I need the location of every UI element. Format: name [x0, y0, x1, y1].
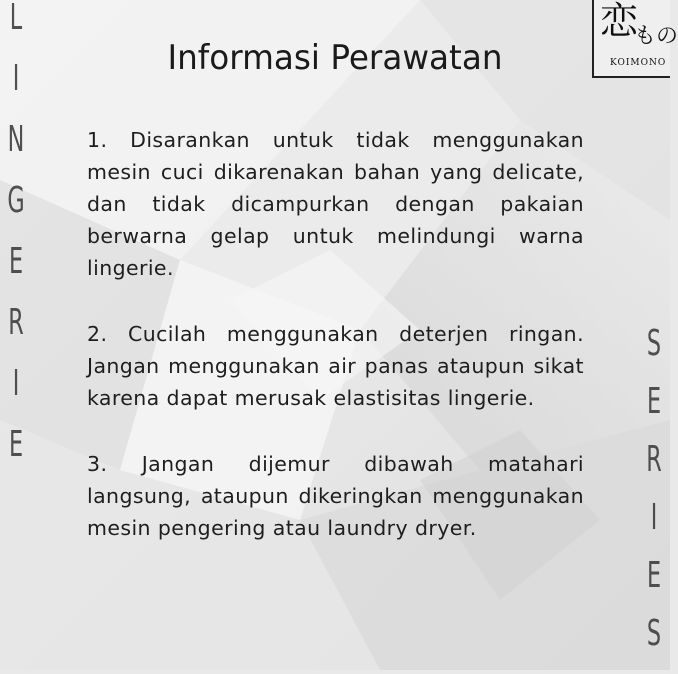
vertical-letter: E [646, 555, 662, 596]
vertical-letter: I [12, 58, 20, 99]
care-item: 2. Cucilah menggunakan deterjen ringan. Jangan menggunakan air panas ataupun sikat karena dapat merusak elastisitas lingerie. [87, 322, 584, 410]
vertical-letter: G [7, 180, 25, 221]
logo-kana: もの [634, 24, 678, 49]
logo-brand-name: KOIMONO [610, 58, 667, 68]
vertical-letter: E [646, 381, 662, 422]
vertical-letter: I [650, 497, 658, 538]
vertical-letter: S [646, 323, 662, 364]
vertical-letter: L [9, 0, 23, 38]
vertical-letter: R [646, 439, 662, 480]
vertical-letter: R [8, 302, 24, 343]
vertical-letter: S [646, 613, 662, 654]
koimono-logo [592, 0, 678, 78]
vertical-letter: E [8, 241, 24, 282]
series-vertical-text [636, 323, 672, 674]
care-item: 3. Jangan dijemur dibawah matahari langsung, ataupun dikeringkan menggunakan mesin pengering atau laundry dryer. [87, 452, 584, 540]
logo-kanji: 恋 [600, 0, 639, 43]
vertical-letter: N [7, 119, 25, 160]
vertical-letter: E [8, 424, 24, 465]
page-title: Informasi Perawatan [167, 38, 503, 78]
care-instructions [87, 124, 584, 578]
vertical-letter: I [12, 363, 20, 404]
care-item: 1. Disarankan untuk tidak menggunakan mesin cuci dikarenakan bahan yang delicate, dan tidak dicampurkan dengan pakaian berwarna gelap untuk melindungi warna lingerie. [87, 128, 584, 280]
